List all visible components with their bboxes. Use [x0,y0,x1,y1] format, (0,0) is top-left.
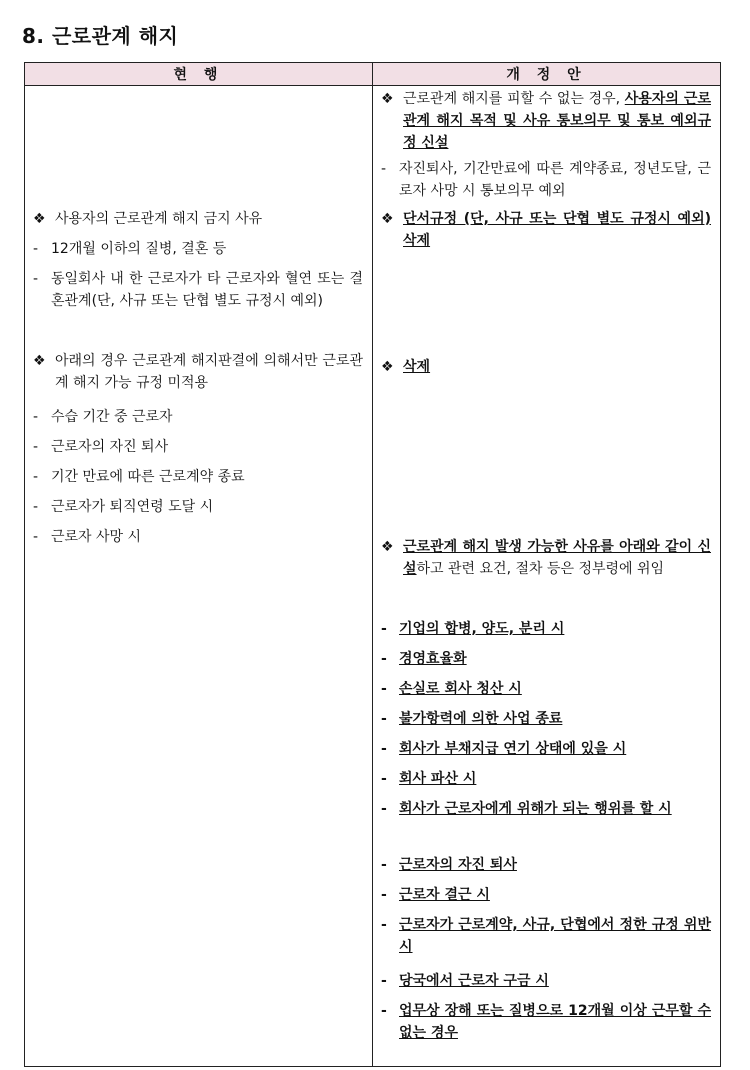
proposal-p4-item: - 당국에서 근로자 구금 시 [381,970,711,992]
proposal-p4-item: - 근로자가 근로계약, 사규, 단협에서 정한 규정 위반시 [381,914,711,958]
content-row [25,86,721,1067]
dash-bullet-icon: - [33,499,39,515]
diamond-bullet-icon: ❖ [381,91,394,107]
proposal-p3: ❖ 삭제 [381,356,711,378]
proposal-p4-item: - 회사가 부채지급 연기 상태에 있을 시 [381,738,711,760]
dash-bullet-icon: - [33,529,39,545]
current-main1-item: - 12개월 이하의 질병, 결혼 등 [33,238,363,260]
proposal-p1: ❖ 근로관계 해지를 피할 수 없는 경우, 사용자의 근로관계 해지 목적 및 사유 통보의무 및 통보 예외규정 신설 [381,88,711,154]
proposal-p4: ❖ 근로관계 해지 발생 가능한 사유를 아래와 같이 신설하고 관련 요건, 절차 등은 정부령에 위임 [381,536,711,580]
dash-bullet-icon: - [381,771,387,787]
dash-bullet-icon: - [381,1003,387,1019]
proposal-p4-item: - 업무상 장해 또는 질병으로 12개월 이상 근무할 수 없는 경우 [381,1000,711,1044]
diamond-bullet-icon: ❖ [381,539,394,555]
current-main1-text: 사용자의 근로관계 해지 금지 사유 [55,211,263,227]
dash-bullet-icon: - [33,271,39,287]
section-title: 8. 근로관계 해지 [22,24,179,48]
header-current: 현 행 [25,63,373,86]
dash-bullet-icon: - [381,161,387,177]
dash-bullet-icon: - [381,651,387,667]
current-main2-item: - 근로자의 자진 퇴사 [33,436,363,458]
header-proposal: 개 정 안 [373,63,721,86]
current-main2: ❖ 아래의 경우 근로관계 해지판결에 의해서만 근로관계 해지 가능 규정 미적용 [33,350,363,394]
proposal-p4-item: - 불가항력에 의한 사업 종료 [381,708,711,730]
current-main2-item: - 근로자가 퇴직연령 도달 시 [33,496,363,518]
proposal-p4-item: - 근로자 결근 시 [381,884,711,906]
dash-bullet-icon: - [381,973,387,989]
dash-bullet-icon: - [381,857,387,873]
current-main1 [33,208,363,230]
dash-bullet-icon: - [381,711,387,727]
proposal-p4-item: - 손실로 회사 청산 시 [381,678,711,700]
proposal-p4-item: - 경영효율화 [381,648,711,670]
dash-bullet-icon: - [381,681,387,697]
dash-bullet-icon: - [33,409,39,425]
dash-bullet-icon: - [33,241,39,257]
proposal-column [373,86,720,1066]
new-clause-underlined: 사용자의 근로관계 해지 목적 및 사유 통보의무 및 통보 예외규정 신설 [403,91,711,151]
current-cell [25,86,373,1067]
dash-bullet-icon: - [33,469,39,485]
current-main2-item: - 수습 기간 중 근로자 [33,406,363,428]
current-main2-item: - 근로자 사망 시 [33,526,363,548]
proposal-p4-item: - 근로자의 자진 퇴사 [381,854,711,876]
dash-bullet-icon: - [33,439,39,455]
proposal-p4-item: - 회사 파산 시 [381,768,711,790]
header-row [25,63,721,86]
diamond-bullet-icon: ❖ [381,359,394,375]
proposal-p4-item: - 회사가 근로자에게 위해가 되는 행위를 할 시 [381,798,711,820]
diamond-bullet-icon: ❖ [33,211,46,227]
proposal-p2: ❖ 단서규정 (단, 사규 또는 단협 별도 규정시 예외) 삭제 [381,208,711,252]
proposal-p4-item: - 기업의 합병, 양도, 분리 시 [381,618,711,640]
diamond-bullet-icon: ❖ [33,353,46,369]
dash-bullet-icon: - [381,741,387,757]
dash-bullet-icon: - [381,801,387,817]
dash-bullet-icon: - [381,621,387,637]
dash-bullet-icon: - [381,887,387,903]
diamond-bullet-icon: ❖ [381,211,394,227]
current-column [25,86,372,1066]
current-main1-item: - 동일회사 내 한 근로자가 타 근로자와 혈연 또는 결혼관계(단, 사규 또는 단협 별도 규정시 예외) [33,268,363,312]
current-main2-item: - 기간 만료에 따른 근로계약 종료 [33,466,363,488]
proposal-p1-item: - 자진퇴사, 기간만료에 따른 계약종료, 정년도달, 근로자 사망 시 통보의무 예외 [381,158,711,202]
comparison-table [24,62,721,1067]
dash-bullet-icon: - [381,917,387,933]
proposal-cell [373,86,721,1067]
